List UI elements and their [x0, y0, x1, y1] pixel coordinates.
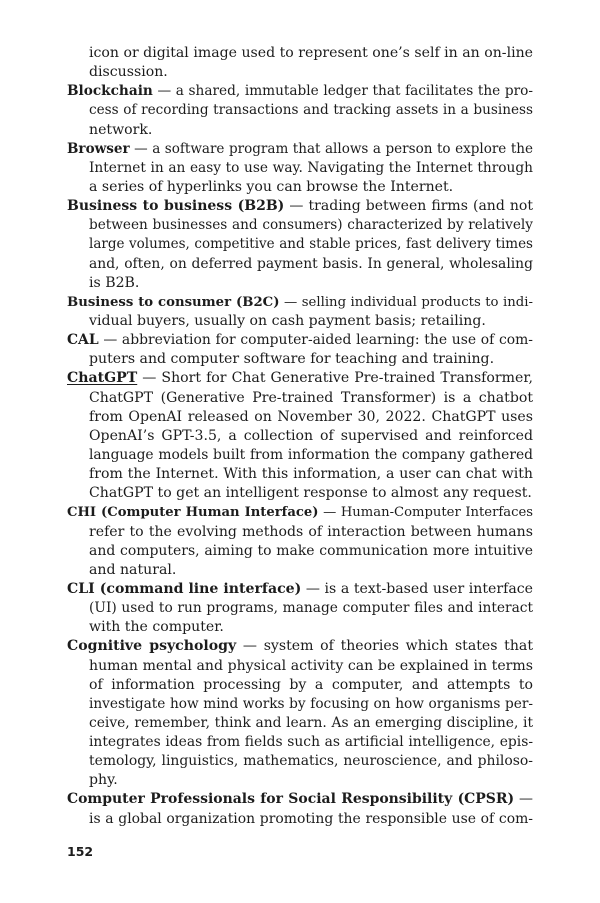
definition-line: refer to the evolving methods of interaction between humans [89, 523, 533, 540]
definition-line: vidual buyers, usually on cash payment basis; retailing. [89, 312, 486, 329]
definition-line: and computers, aiming to make communication more intuitive [89, 542, 533, 559]
glossary-entry-cli: CLI (command line interface) — is a text-based user interface [67, 580, 533, 597]
definition-line: phy. [89, 772, 118, 789]
glossary-entry-chatgpt: ChatGPT — Short for Chat Generative Pre-trained Transformer, [67, 370, 533, 387]
definition-line: human mental and physical activity can be explained in terms [89, 657, 533, 674]
glossary-entry-blockchain: Blockchain — a shared, immutable ledger that facilitates the pro- [67, 83, 533, 100]
definition-line: OpenAI’s GPT-3.5, a collection of supervised and reinforced [89, 427, 533, 444]
definition-line: is B2B. [89, 274, 140, 291]
glossary-entry-cognitive-psychology: Cognitive psychology — system of theories which states that [67, 638, 533, 655]
definition-line: large volumes, competitive and stable prices, fast delivery times [89, 236, 533, 253]
definition-line: from OpenAI released on November 30, 2022. ChatGPT uses [89, 408, 533, 425]
definition-line: a series of hyperlinks you can browse the Internet. [89, 178, 454, 195]
definition-line: (UI) used to run programs, manage computer files and interact [89, 600, 533, 617]
glossary-term: Business to business (B2B) [67, 198, 285, 215]
definition-line: integrates ideas from fields such as artificial intelligence, epis- [89, 734, 533, 751]
glossary-term: Browser [67, 140, 130, 157]
definition-line: is a global organization promoting the responsible use of com- [89, 810, 533, 827]
definition-line: investigate how mind works by focusing on how organisms per- [89, 695, 533, 712]
definition-line: between businesses and consumers) characterized by relatively [89, 217, 533, 234]
glossary-term: Blockchain [67, 83, 153, 100]
page-number: 152 [67, 844, 94, 859]
definition-line: temology, linguistics, mathematics, neuroscience, and philoso- [89, 753, 533, 770]
glossary-term: ChatGPT [67, 370, 138, 387]
entry-continuation: icon or digital image used to represent one’s self in an on-line [89, 45, 533, 61]
glossary-term: Business to consumer (B2C) [67, 294, 280, 310]
glossary-entry-cpsr: Computer Professionals for Social Responsibility (CPSR) — [67, 791, 533, 808]
definition-line: from the Internet. With this information, a user can chat with [89, 466, 533, 483]
definition-line: cess of recording transactions and tracking assets in a business [89, 102, 533, 119]
glossary-term: Computer Professionals for Social Responsibility (CPSR) [67, 791, 515, 808]
definition-line: ChatGPT to get an intelligent response to almost any request. [89, 485, 532, 502]
definition-line: Internet in an easy to use way. Navigating the Internet through [89, 159, 533, 176]
glossary-term: CHI (Computer Human Interface) [67, 505, 319, 521]
entry-continuation: discussion. [89, 64, 168, 81]
glossary-term: CAL [67, 332, 99, 349]
definition-line: language models built from information the company gathered [89, 446, 533, 463]
definition-line: network. [89, 121, 153, 138]
glossary-entry-chi: CHI (Computer Human Interface) — Human-Computer Interfaces [67, 505, 533, 521]
definition-line: with the computer. [89, 619, 224, 636]
glossary-entry-b2b: Business to business (B2B) — trading between firms (and not [67, 198, 533, 215]
definition-line: and, often, on deferred payment basis. In general, wholesaling [89, 255, 533, 272]
glossary-entry-cal: CAL — abbreviation for computer-aided learning: the use of com- [67, 332, 533, 349]
definition-line: puters and computer software for teaching and training. [89, 351, 495, 368]
definition-line: of information processing by a computer, and attempts to [89, 676, 533, 693]
definition-line: ceive, remember, think and learn. As an emerging discipline, it [89, 714, 533, 731]
definition-line: ChatGPT (Generative Pre-trained Transformer) is a chatbot [89, 389, 533, 406]
glossary-entry-browser: Browser — a software program that allows a person to explore the [67, 140, 533, 157]
glossary-term: Cognitive psychology [67, 638, 237, 655]
glossary-text [67, 44, 533, 829]
glossary-term: CLI (command line interface) [67, 580, 302, 597]
glossary-entry-b2c: Business to consumer (B2C) — selling individual products to indi- [67, 294, 533, 310]
definition-line: and natural. [89, 561, 177, 578]
